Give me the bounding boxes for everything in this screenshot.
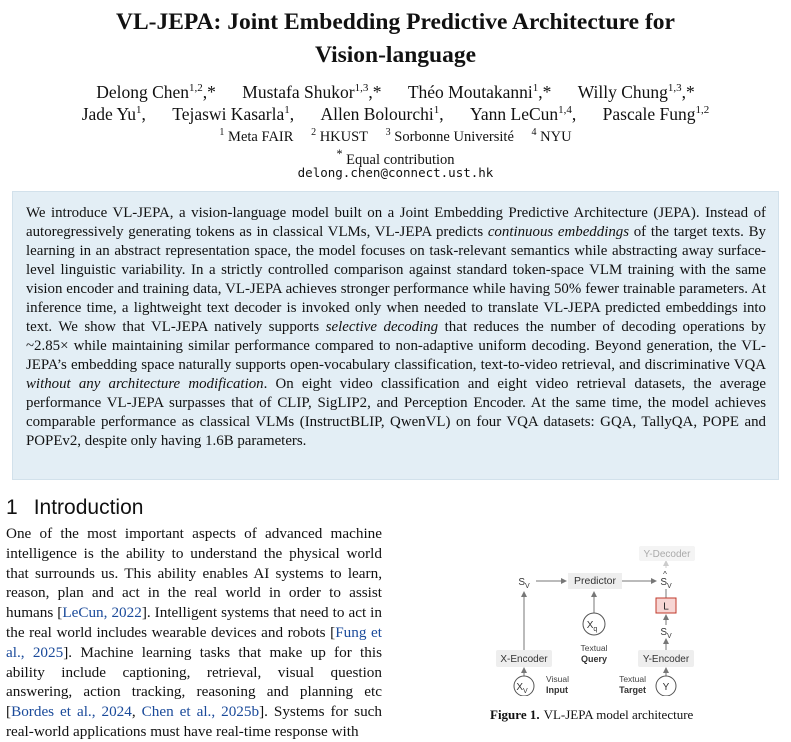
title-line-2: Vision-language [314, 42, 477, 68]
hat-mark: ^ [663, 570, 667, 579]
sv-symbol: $S_V$ [518, 577, 530, 590]
architecture-diagram [480, 536, 720, 696]
xq-symbol: $X_q$ [586, 620, 598, 633]
paper-title [0, 6, 791, 72]
contact-email[interactable]: delong.chen@connect.ust.hk [297, 165, 494, 180]
shat-symbol: $S_V$ [660, 577, 672, 590]
equal-contribution-note: * Equal contribution [336, 147, 455, 168]
textual-target-label-bottom: Target [619, 685, 646, 695]
citation-link[interactable]: LeCun, 2022 [62, 604, 142, 622]
textual-target-label-top: Textual [619, 674, 646, 684]
abstract-text: We introduce VL-JEPA, a vision-language model built on a Joint Embedding Predictive Architecture (JEPA). Instead of autoregressively generating tokens as in classical VLMs, VL-JEPA predicts continuous embeddings of the target texts. By learning in an abstract representation space, the model focuses on task-relevant semantics while abstracting away surface-level linguistic variability. In a strictly controlled comparison against standard token-space VLM training with the same vision encoder and training data, VL-JEPA achieves stronger performance while having 50% fewer trainable parameters. At inference time, a lightweight text decoder is invoked only when needed to translate VL-JEPA predicted embeddings into text. We show that VL-JEPA natively supports selective decoding that reduces the number of decoding operations by ~2.85× while maintaining similar performance compared to non-adaptive uniform decoding. Beyond generation, the VL-JEPA’s embedding space naturally supports open-vocabulary classification, text-to-video retrieval, and discriminative VQA without any architecture modification. On eight video classification and eight video retrieval datasets, the average performance VL-JEPA surpasses that of CLIP, SigLIP2, and Perception Encoder. At the same time, the model achieves comparable performance as classical VLMs (InstructBLIP, QwenVL) on four VQA datasets: GQA, TallyQA, POPE and POPEv2, despite only having 1.6B parameters. [26, 205, 766, 449]
architecture-figure [480, 536, 720, 696]
sy-symbol: $S_V$ [660, 627, 672, 640]
predictor-label: Predictor [573, 575, 617, 587]
textual-query-label-top: Textual [580, 643, 608, 653]
author: Yann LeCun$^{1,4}$, [470, 103, 577, 124]
author: Willy Chung$^{1,3}$,* [577, 81, 695, 102]
affiliation: $^4$ NYU [531, 127, 572, 145]
author: Mustafa Shukor$^{1,3}$,* [242, 81, 382, 102]
section-heading-introduction: 1 Introduction [6, 496, 144, 519]
authors-row-2 [0, 99, 791, 125]
y-encoder-label: Y-Encoder [642, 654, 690, 665]
figure-caption-label: Figure 1. [490, 707, 540, 722]
visual-input-label-top: Visual [546, 674, 569, 684]
affiliations [0, 124, 791, 146]
xv-symbol: $X_V$ [516, 682, 528, 695]
author: Théo Moutakanni$^1$,* [407, 81, 552, 102]
affiliation: $^1$ Meta FAIR [219, 127, 294, 145]
textual-query-label-bottom: Query [580, 654, 608, 664]
loss-label: L [663, 601, 669, 613]
introduction-text: One of the most important aspects of advanced machine intelligence is the ability to understand the physical world that surrounds us. This ability enables AI systems to learn, reason, plan and act in the real world in order to assist humans [LeCun, 2022]. Intelligent systems that need to act in the real world includes wearable devices and robots [Fung et al., 2025]. Machine learning tasks that make up for this ability include captioning, retrieval, visual question answering, action tracking, reasoning and planning etc [Bordes et al., 2024, Chen et al., 2025b]. Systems for such real-world applications must have real-time response with [6, 525, 383, 740]
y-decoder-label: Y-Decoder [643, 549, 691, 560]
citation-link[interactable]: Chen et al., 2025b [141, 703, 260, 721]
author: Allen Bolourchi$^1$, [320, 103, 444, 124]
citation-link[interactable]: Bordes et al., 2024 [11, 703, 132, 721]
x-encoder-label: X-Encoder [500, 654, 548, 665]
affiliation: $^2$ HKUST [311, 127, 369, 145]
author: Jade Yu$^1$, [81, 103, 146, 124]
author: Pascale Fung$^{1,2}$ [602, 103, 710, 124]
author: Tejaswi Kasarla$^1$, [172, 103, 295, 124]
title-line-1: VL-JEPA: Joint Embedding Predictive Architecture for [116, 9, 675, 35]
citation-link[interactable]: Fung et al., 2025 [6, 623, 382, 661]
author: Delong Chen$^{1,2}$,* [96, 81, 216, 102]
visual-input-label-bottom: Input [546, 685, 568, 695]
affiliation: $^3$ Sorbonne Université [385, 127, 514, 145]
figure-caption-text: VL-JEPA model architecture [543, 707, 694, 722]
y-symbol: Y [662, 682, 670, 693]
figure-caption [490, 707, 693, 723]
